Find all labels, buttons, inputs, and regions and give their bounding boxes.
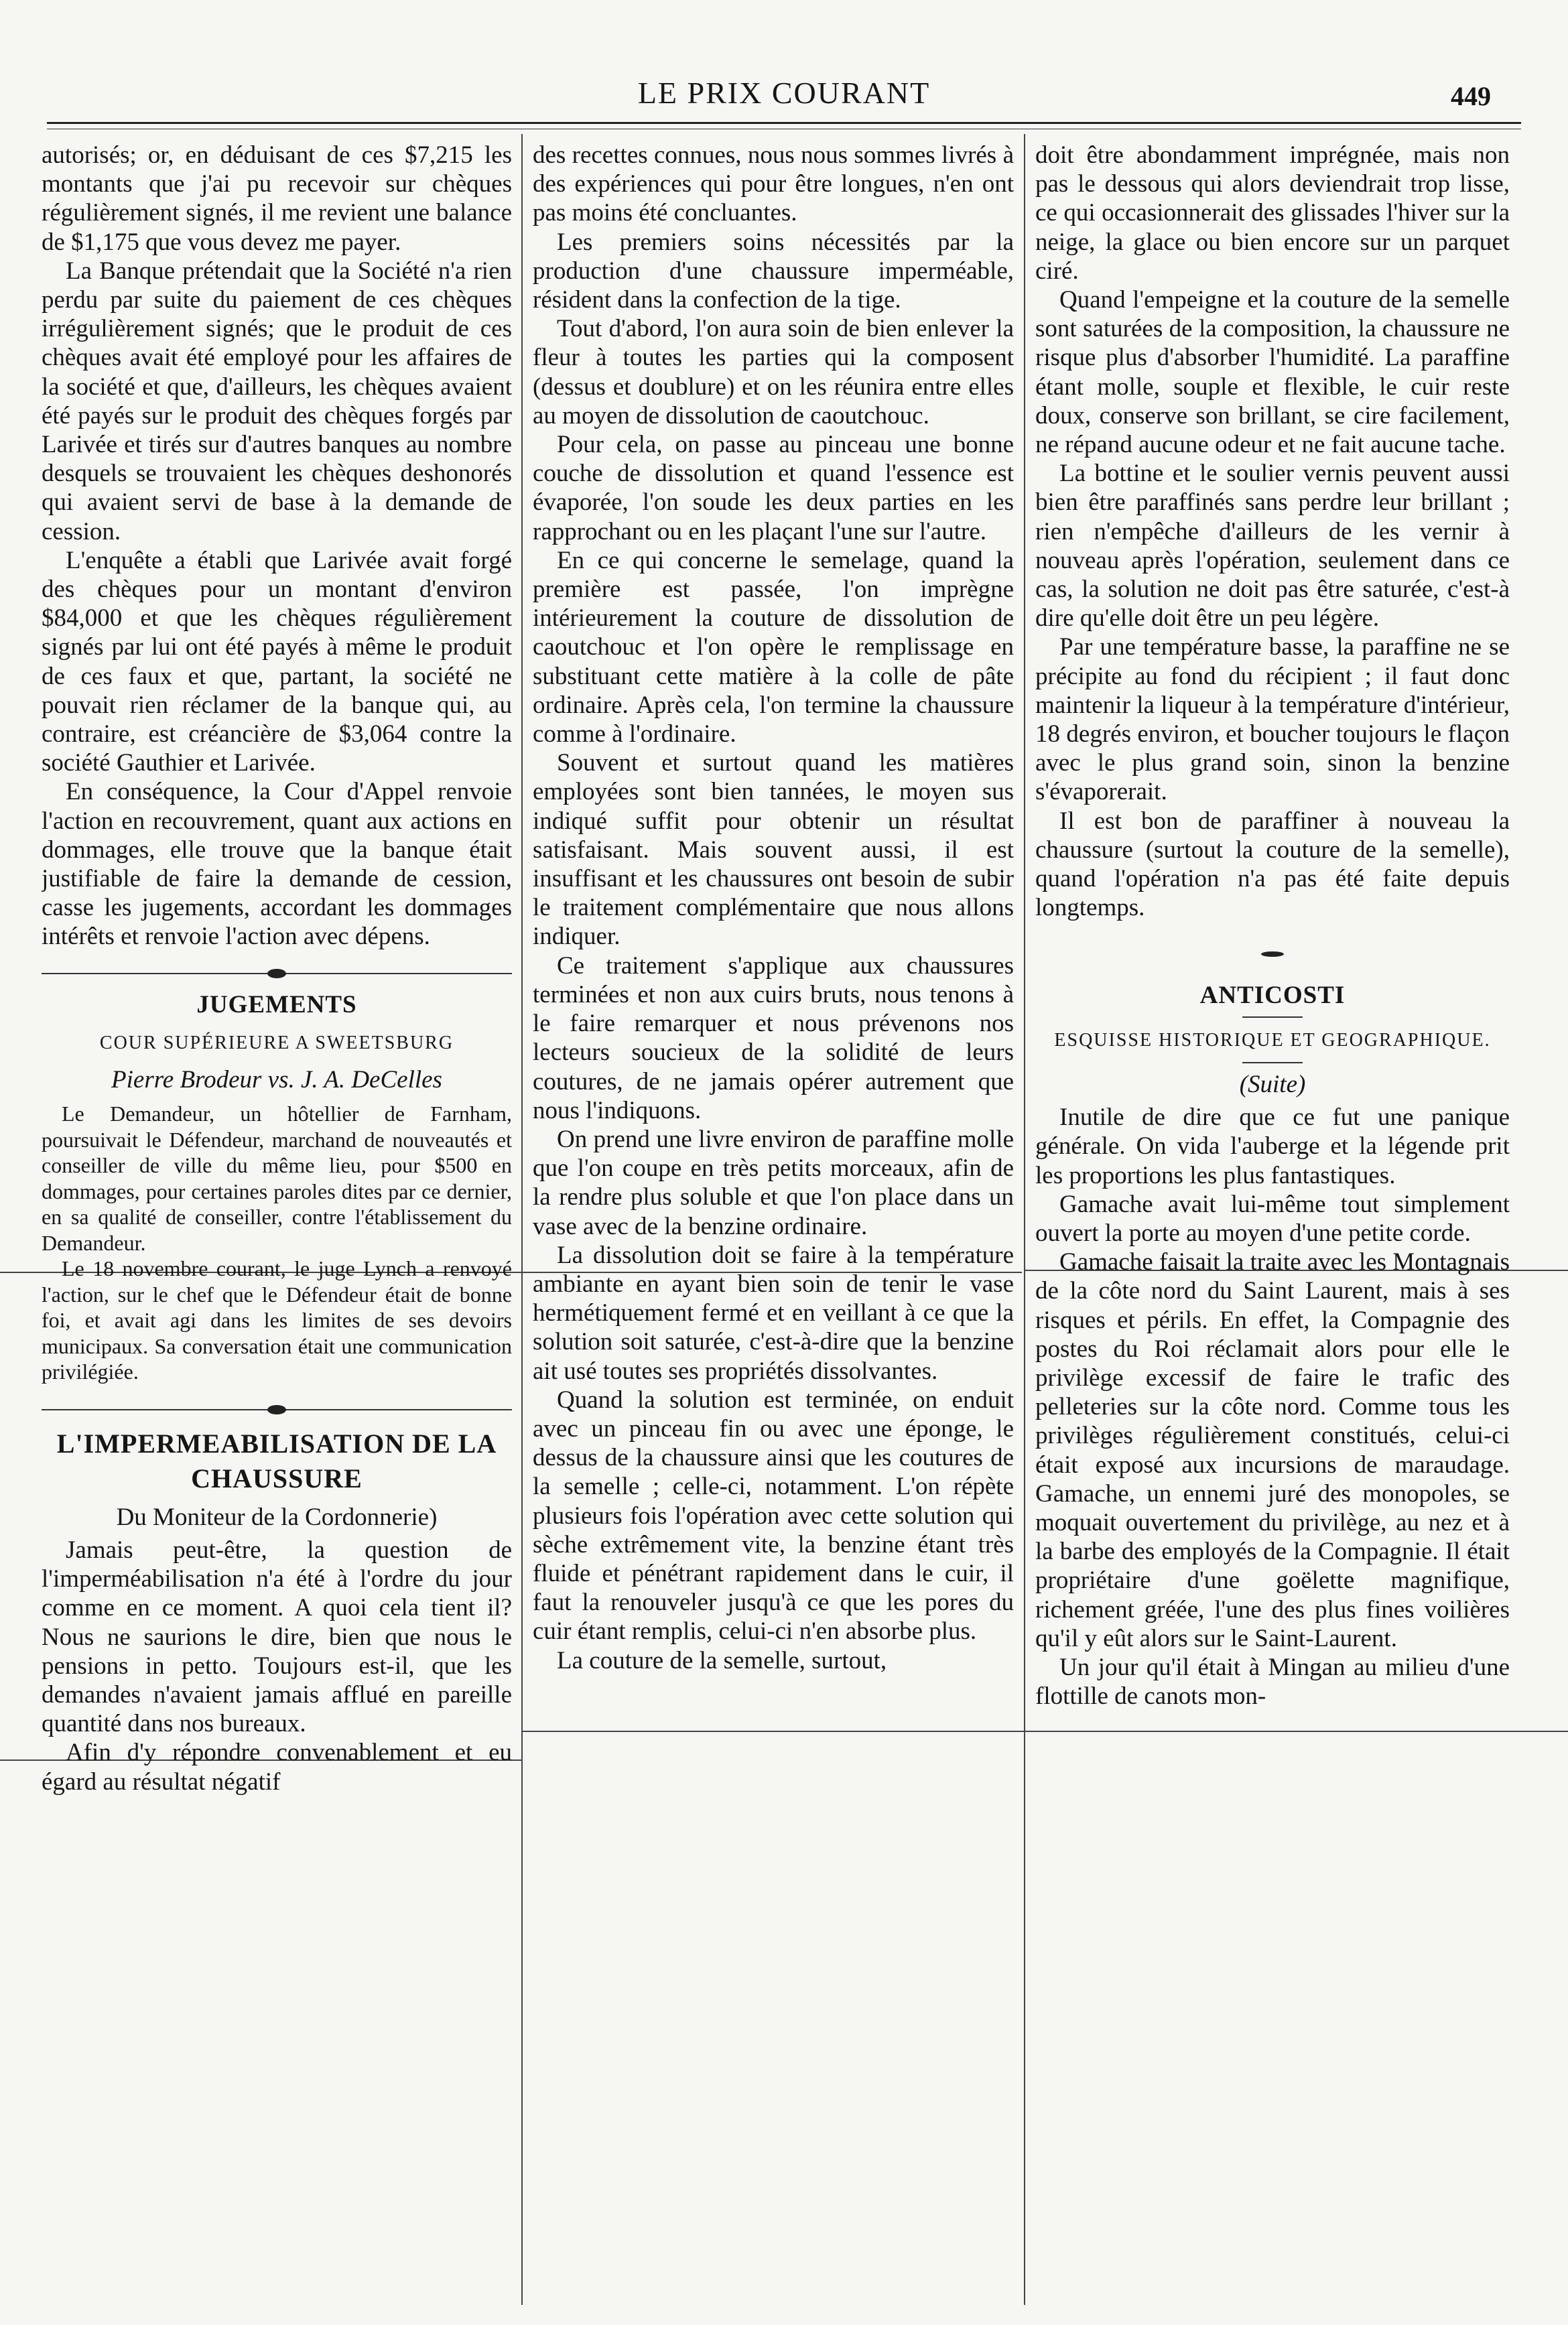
paragraph: On prend une livre environ de paraffine molle que l'on coupe en très petits morceaux, afin de la rendre plus soluble et que l'on place dans un vase avec de la benzine ordinaire. [533, 1125, 1014, 1240]
column-1 [42, 141, 512, 2305]
paragraph: Gamache avait lui-même tout simplement ouvert la porte au moyen d'une petite corde. [1035, 1190, 1510, 1247]
paragraph: Il est bon de paraffiner à nouveau la chaussure (surtout la couture de la semelle), quand l'opération n'a pas été faite depuis longtemps. [1035, 807, 1510, 922]
paragraph: L'enquête a établi que Larivée avait forgé des chèques pour un montant d'environ $84,000 et que les chèques régulièrement signés par lui ont été payés à même le produit de ces faux et que, partant, la société ne pouvait rien réclamer de la banque qui, au contraire, est créancière de $3,064 contre la société Gauthier et Larivée. [42, 546, 512, 777]
short-rule [1242, 1062, 1303, 1063]
article-subtitle: ESQUISSE HISTORIQUE ET GEOGRAPHIQUE. [1054, 1029, 1491, 1051]
header-rule [47, 122, 1521, 124]
case-title: Pierre Brodeur vs. J. A. DeCelles [111, 1066, 442, 1094]
jugements-body [42, 1101, 512, 1385]
short-rule [1242, 1016, 1303, 1018]
paragraph: autorisés; or, en déduisant de ces $7,215 les montants que j'ai pu recevoir sur chèques régulièrement signés, il me revient une balance de $1,175 que vous devez me payer. [42, 141, 512, 256]
paragraph: La couture de la semelle, surtout, [557, 1646, 887, 1674]
paragraph: La dissolution doit se faire à la température ambiante en ayant bien soin de tenir le vase hermétiquement fermé et en veillant à ce que la solution soit saturée, c'est-à-dire que la benzine ait usé toutes ses propriétés dissolvantes. [533, 1241, 1014, 1385]
article-source: Du Moniteur de la Cordonnerie) [116, 1503, 438, 1531]
paragraph: La bottine et le soulier vernis peuvent aussi bien être paraffinés sans perdre leur brillant ; rien n'empêche d'ailleurs de les vernir à nouveau après l'opération, seulement dans ce cas, la solution ne doit pas être saturée, c'est-à dire qu'elle doit être un peu légère. [1035, 460, 1510, 633]
paragraph: Le Demandeur, un hôtellier de Farnham, poursuivait le Défendeur, marchand de nouveautés et conseiller de ville du même lieu, pour $500 en dommages, pour certaines paroles dites par ce dernier, en sa qualité de conseiller, contre l'établissement du Demandeur. [42, 1102, 512, 1255]
small-ornament [1035, 938, 1510, 967]
running-title: LE PRIX COURANT [637, 76, 931, 110]
suite-label: (Suite) [1239, 1070, 1306, 1098]
section-heading-jugements: JUGEMENTS [196, 990, 357, 1018]
column-3 [1035, 141, 1510, 2305]
paragraph: Souvent et surtout quand les matières employées sont bien tannées, le moyen sus indiqué suffit pour obtenir un résultat satisfaisant. Mais souvent aussi, il est insuffisant et les chaussures ont besoin de subir le traitement complémentaire que nous allons indiquer. [533, 749, 1014, 951]
paragraph: Afin d'y répondre convenablement et eu égard au résultat négatif [42, 1739, 512, 1796]
page-number: 449 [1451, 81, 1491, 111]
paragraph: Par une température basse, la paraffine ne se précipite au fond du récipient ; il faut donc maintenir la liqueur à la température d'intérieur, 18 degrés environ, et boucher toujours le flaçon avec le plus grand soin, sinon la benzine s'évaporerait. [1035, 633, 1510, 806]
paragraph: Tout d'abord, l'on aura soin de bien enlever la fleur à toutes les parties qui la composent (dessus et doublure) et on les réunira entre elles au moyen de dissolution de caoutchouc. [533, 315, 1014, 429]
paragraph: des recettes connues, nous nous sommes livrés à des expériences qui pour être longues, n'en ont pas moins été concluantes. [533, 141, 1014, 227]
section-ornament [42, 969, 512, 978]
paragraph: Quand l'empeigne et la couture de la semelle sont saturées de la composition, la chaussure ne risque plus d'absorber l'humidité. La paraffine étant molle, souple et flexible, le cuir reste doux, conserve son brillant, se cire facilement, ne répand aucune odeur et ne fait aucune tache. [1035, 286, 1510, 459]
paragraph: Pour cela, on passe au pinceau une bonne couche de dissolution et quand l'essence est évaporée, l'on soude les deux parties en les rapprochant ou en les plaçant l'une sur l'autre. [533, 431, 1014, 545]
court-name: COUR SUPÉRIEURE A SWEETSBURG [99, 1032, 454, 1053]
paragraph: doit être abondamment imprégnée, mais non pas le dessous qui alors deviendrait trop lisse, ce qui occasionnerait des glissades l'hiver sur la neige, la glace ou bien encore sur un parquet ciré. [1035, 141, 1510, 285]
column-divider-right [1024, 134, 1025, 2305]
paragraph: Ce traitement s'applique aux chaussures terminées et non aux cuirs bruts, nous tenons à le faire remarquer et nous prévenons nos lecteurs soucieux de la solidité de leurs coutures, de ne jamais opérer autrement que nous l'indiquons. [533, 951, 1014, 1124]
paragraph: En ce qui concerne le semelage, quand la première est passée, l'on imprègne intérieurement la couture de dissolution de caoutchouc et l'on opère le remplissage en substituant cette matière à la colle de pâte ordinaire. Après cela, l'on termine la chaussure comme à l'ordinaire. [533, 546, 1014, 748]
paragraph: Le 18 novembre courant, le juge Lynch a renvoyé l'action, sur le chef que le Défendeur était de bonne foi, et avait agi dans les limites de ses devoirs municipaux. Sa conversation était une communication privilégiée. [42, 1256, 512, 1384]
section-heading-anticosti: ANTICOSTI [1199, 981, 1346, 1009]
column-2 [533, 141, 1014, 2305]
paragraph: Inutile de dire que ce fut une panique générale. On vida l'auberge et la légende prit les proportions les plus fantastiques. [1035, 1104, 1510, 1189]
paragraph: La Banque prétendait que la Société n'a rien perdu par suite du paiement de ces chèques irrégulièrement signés; que le produit de ces chèques avait été employé pour les affaires de la société et que, d'ailleurs, les chèques avaient été payés sur le produit des chèques forgés par Larivée et tirés sur d'autres banques au nombre desquels se trouvaient les chèques deshonorés qui avaient servi de base à la demande de cession. [42, 257, 512, 545]
paragraph: Quand la solution est terminée, on enduit avec un pinceau fin ou avec une éponge, le dessus de la chaussure ainsi que les coutures de la semelle ; celle-ci, notamment. L'on répète plusieurs fois l'opération avec cette solution qui sèche extrêmement vite, la benzine étant très fluide et pénétrant rapidement dans le cuir, il faut la renouveler jusqu'à ce que les pores du cuir étant remplis, celui-ci n'en absorbe plus. [533, 1386, 1014, 1646]
paragraph: Jamais peut-être, la question de l'imperméabilisation n'a été à l'ordre du jour comme en ce moment. A quoi cela tient il? Nous ne saurions le dire, bien que nous le pensions in petto. Toujours est-il, que les demandes n'avaient jamais afflué en pareille quantité dans nos bureaux. [42, 1536, 512, 1738]
paragraph: Un jour qu'il était à Mingan au milieu d'une flottille de canots mon- [1035, 1653, 1510, 1711]
section-heading-impermeabilisation: L'IMPERMEABILISATION DE LA CHAUSSURE [56, 1428, 497, 1493]
column-divider-left [521, 134, 523, 2305]
paragraph: En conséquence, la Cour d'Appel renvoie l'action en recouvrement, quant aux actions en dommages, elle trouve que la banque était justifiable de faire la demande de cession, casse les jugements, accordant les dommages intérêts et renvoie l'action avec dépens. [42, 778, 512, 951]
paragraph: Les premiers soins nécessités par la production d'une chaussure imperméable, résident dans la confection de la tige. [533, 228, 1014, 314]
paragraph: Gamache faisait la traite avec les Montagnais de la côte nord du Saint Laurent, mais à ses risques et périls. En effet, la Compagnie des postes du Roi réclamait alors pour elle le privilège excessif de faire le trafic des pelleteries sur la côte nord. Comme tous les privilèges régulièrement constitués, celui-ci était exposé aux incursions de maraudage. Gamache, un ennemi juré des monopoles, se moquait ouvertement du privilège, au nez et à la barbe des employés de la Compagnie. Il était propriétaire d'une goëlette magnifique, richement gréée, l'une des plus fines voilières qu'il y eût alors sur le Saint-Laurent. [1035, 1248, 1510, 1652]
section-ornament [42, 1405, 512, 1414]
